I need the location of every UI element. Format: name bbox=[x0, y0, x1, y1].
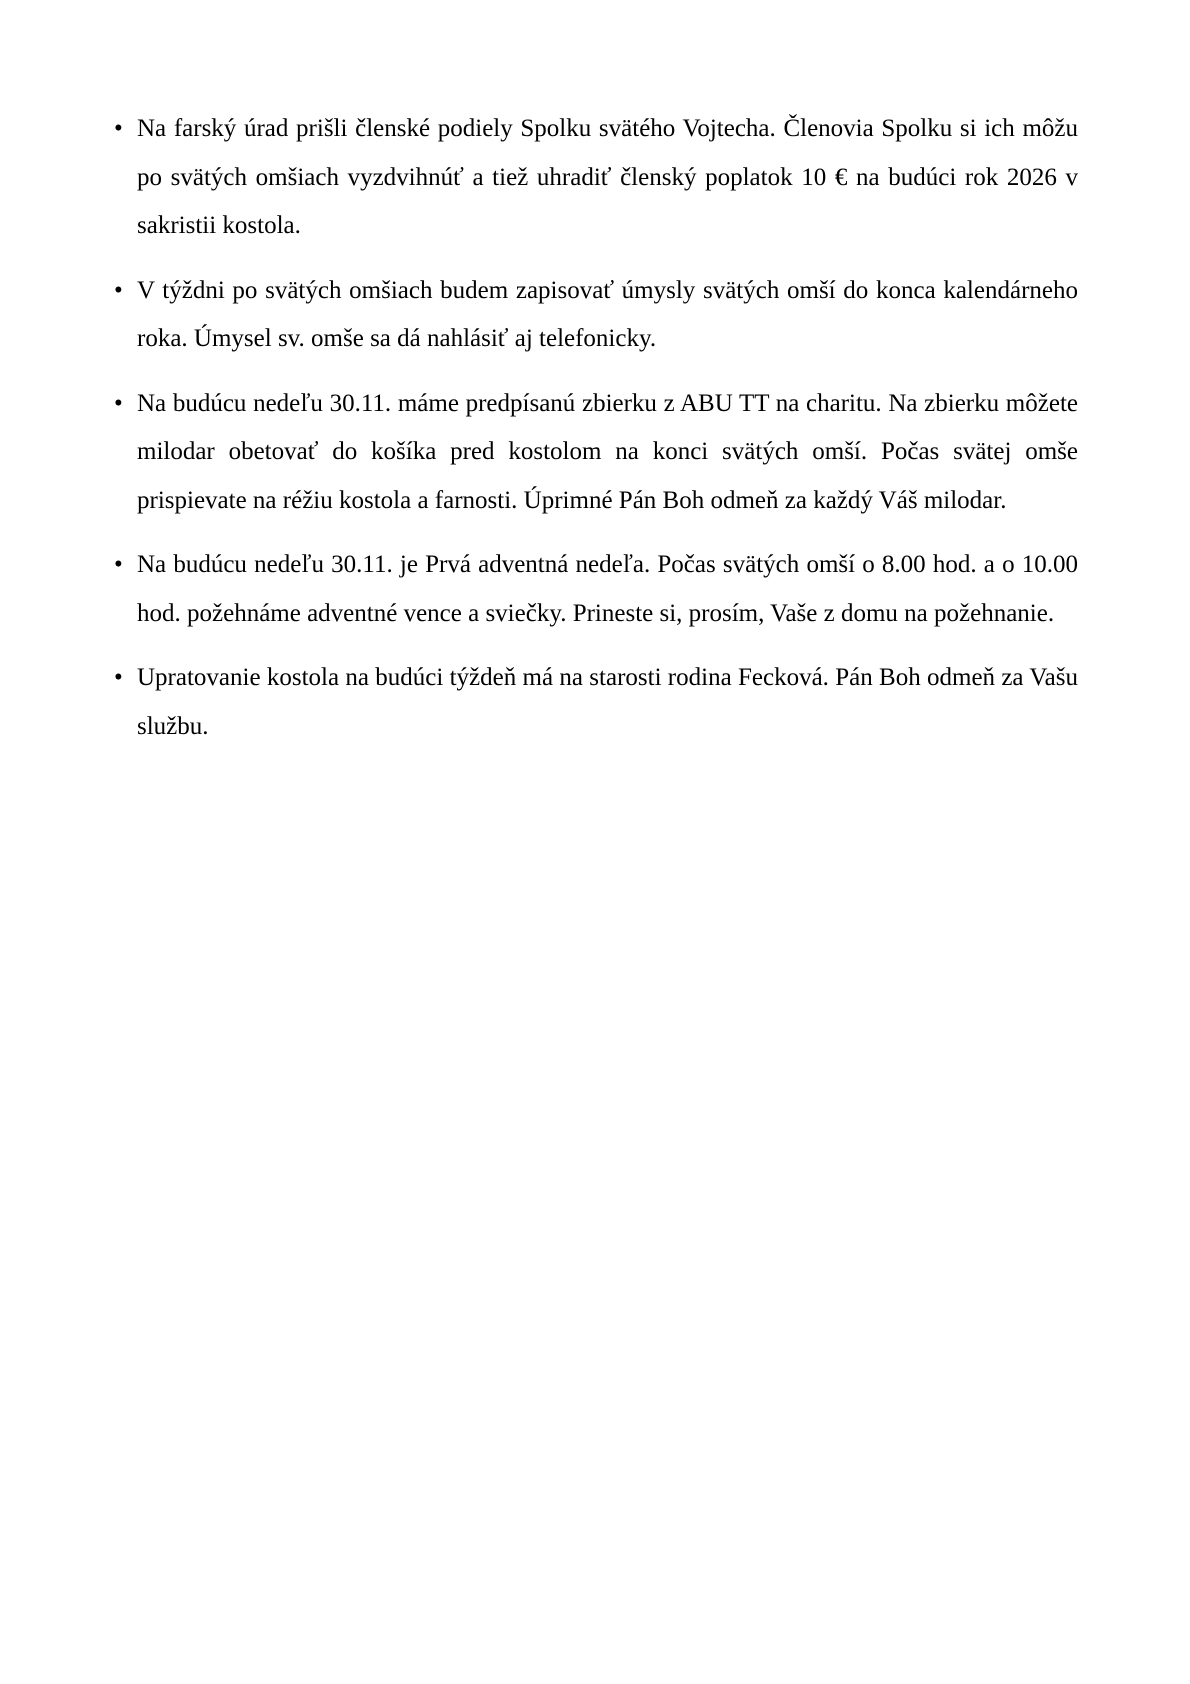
announcement-text: Na budúcu nedeľu 30.11. máme predpísanú zbierku z ABU TT na charitu. Na zbierku môžete milodar obetovať do košíka pred kostolom na konci svätých omší. Počas svätej omše prispievate na réžiu kostola a farnosti. Úprimné Pán Boh odmeň za každý Váš milodar. bbox=[137, 389, 1078, 514]
list-item bbox=[114, 654, 1078, 751]
list-item bbox=[114, 105, 1078, 251]
bullet-icon: • bbox=[114, 276, 123, 304]
list-item bbox=[114, 380, 1078, 526]
announcement-list bbox=[114, 105, 1078, 751]
bullet-icon: • bbox=[114, 551, 123, 578]
announcement-text: Na budúcu nedeľu 30.11. je Prvá adventná nedeľa. Počas svätých omší o 8.00 hod. a o 10.00 hod. požehnáme adventné vence a sviečky. Prineste si, prosím, Vaše z domu na požehnanie. bbox=[137, 551, 1078, 627]
list-item bbox=[114, 541, 1078, 638]
announcement-text: V týždni po svätých omšiach budem zapisovať úmysly svätých omší do konca kalendárneho roka. Úmysel sv. omše sa dá nahlásiť aj telefonicky. bbox=[137, 276, 1078, 352]
announcement-text: Na farský úrad prišli členské podiely Spolku svätého Vojtecha. Členovia Spolku si ich môžu po svätých omšiach vyzdvihnúť a tiež uhradiť členský poplatok 10 € na budúci rok 2026 v sakristii kostola. bbox=[137, 115, 1078, 239]
bullet-icon: • bbox=[114, 389, 123, 417]
bullet-icon: • bbox=[114, 115, 123, 142]
bullet-icon: • bbox=[114, 664, 123, 691]
list-item bbox=[114, 267, 1078, 364]
announcement-text: Upratovanie kostola na budúci týždeň má na starosti rodina Fecková. Pán Boh odmeň za Vašu službu. bbox=[137, 664, 1078, 740]
